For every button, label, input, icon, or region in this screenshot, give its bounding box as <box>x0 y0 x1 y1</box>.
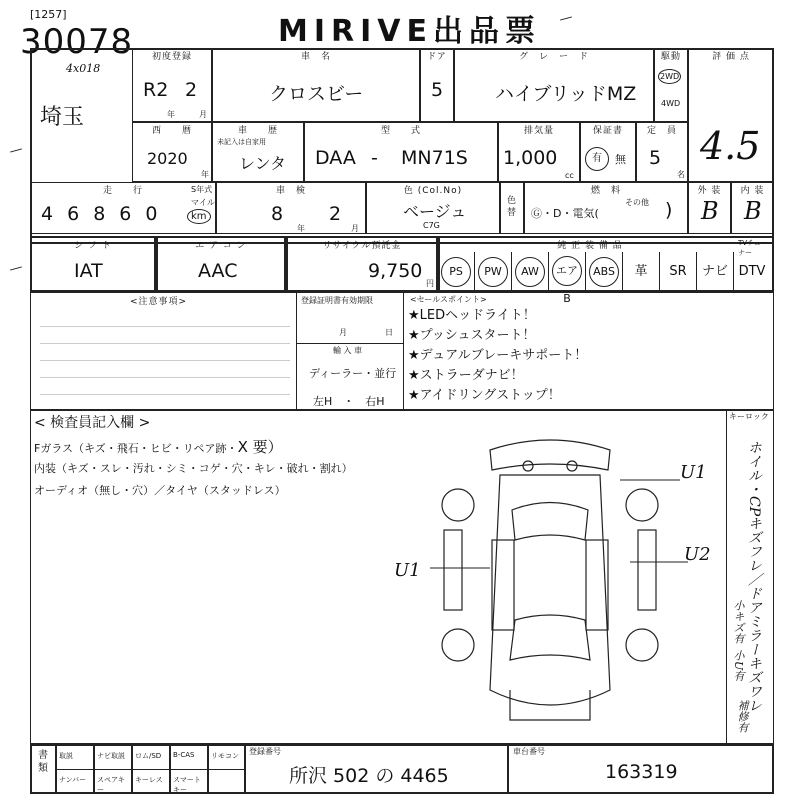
fuel-other: その他 <box>625 198 649 207</box>
keyrock-label: キーロック <box>729 412 769 421</box>
equipment-item: ナビ <box>701 264 728 279</box>
grade-label: グ レ ー ド <box>518 52 589 62</box>
doc-label-top: リモコン <box>211 752 239 760</box>
history-label: 車 歴 <box>237 126 278 136</box>
inspector-title: < 検査員記入欄 > <box>34 415 151 431</box>
yen-unit: 円 <box>426 279 434 288</box>
equipment-item: SR <box>669 264 687 279</box>
doc-column <box>132 744 170 794</box>
side-note-small-1: 小キズ有 <box>732 600 745 644</box>
sales-point: ★ストラーダナビ！ <box>408 368 524 383</box>
equipment-divider <box>585 252 586 290</box>
history-cell <box>212 122 304 182</box>
car-name-cell <box>212 48 420 122</box>
fglass-text: Fガラス（キズ・飛石・ヒビ・リペア跡・ <box>34 442 238 455</box>
equipment-item: PS <box>440 256 472 288</box>
side-note-repair: 補修有 <box>736 700 749 733</box>
doors-value: 5 <box>431 79 444 101</box>
doc-column <box>170 744 208 794</box>
equipment-divider <box>548 252 549 290</box>
capacity-value: 5 <box>649 147 662 169</box>
dealer-label: ディーラー・並行 <box>309 367 397 380</box>
lot-handwritten: 4x018 <box>66 62 101 75</box>
recycle-cell <box>286 236 438 292</box>
interior-grade: B <box>744 197 762 225</box>
inspection-month: 2 <box>329 203 342 225</box>
color-value: ベージュ <box>403 202 467 221</box>
wheel-front-right <box>626 629 658 661</box>
recycle-label: リサイクル預託金 <box>322 241 402 251</box>
reg-month-unit: 月 <box>339 328 347 337</box>
model-cell <box>304 122 498 182</box>
reg-import-box <box>296 292 404 410</box>
car-name-label: 車 名 <box>300 52 331 62</box>
first-reg-era: R2 <box>143 79 169 101</box>
fuel-label: 燃 料 <box>590 186 621 196</box>
warranty-label: 保証書 <box>592 126 623 136</box>
equipment-divider <box>733 252 734 290</box>
ac-cell <box>156 236 286 292</box>
warranty-yes: 有 <box>585 147 609 171</box>
color-code: C7G <box>423 221 440 230</box>
equipment-divider <box>659 252 660 290</box>
warranty-no: 無 <box>615 153 626 166</box>
model-code: MN71S <box>401 147 468 169</box>
doc-label-bottom: ナンバー <box>59 776 87 784</box>
color-label: 色 (Col.No) <box>403 186 463 196</box>
doc-column <box>56 744 94 794</box>
plate-number: 所沢 502 の 4465 <box>289 765 449 787</box>
western-label: 西 暦 <box>151 126 192 136</box>
drive-label: 駆動 <box>660 52 681 62</box>
inspector-line-3: オーディオ（無し・穴）／タイヤ（スタッドレス） <box>34 484 286 497</box>
doc-label-top: ナビ取説 <box>97 752 125 760</box>
vin-label: 車台番号 <box>513 747 545 756</box>
import-label: 輸 入 車 <box>333 346 363 355</box>
rating-label: 評 価 点 <box>712 52 750 62</box>
sales-point: ★アイドリングストップ！ <box>408 388 561 403</box>
doc-label-bottom: スペアキー <box>97 776 125 794</box>
western-year-cell <box>132 122 212 182</box>
margin-tick <box>10 148 22 152</box>
plate-cell <box>244 744 508 794</box>
doors-label: ドア <box>427 52 447 62</box>
mileage-digits: 46860 <box>41 203 172 225</box>
rear-bumper-shape <box>490 440 610 470</box>
docs-cell <box>30 744 56 794</box>
sales-point: ★プッシュスタート！ <box>408 328 536 343</box>
s-year-label: S年式 <box>191 185 213 194</box>
grade-value: ハイブリッドMZ <box>495 83 637 105</box>
equipment-divider <box>511 252 512 290</box>
equipment-item: AW <box>514 256 546 288</box>
damage-mark: U1 <box>394 560 421 581</box>
model-dash: - <box>371 147 378 169</box>
inspector-line-2: 内装（キズ・スレ・汚れ・シミ・コゲ・穴・キレ・破れ・割れ） <box>34 462 353 475</box>
equipment-item: エアB <box>551 256 583 288</box>
western-year-unit: 年 <box>201 170 209 179</box>
first-reg-month-unit: 月 <box>199 110 207 119</box>
reg-expiry-label: 登録証明書有効期限 <box>301 296 373 305</box>
unit-mile: マイル <box>191 198 215 207</box>
recycle-value: 9,750 <box>368 260 423 282</box>
shift-label: シ フ ト <box>74 241 112 251</box>
inspection-year: 8 <box>271 203 284 225</box>
inspection-year-unit: 年 <box>297 224 305 233</box>
equipment-item: DTV <box>738 264 766 279</box>
sales-points-label: <セールスポイント> <box>410 295 487 304</box>
first-reg-month: 2 <box>185 79 198 101</box>
shift-cell <box>30 236 156 292</box>
first-reg-label: 初度登録 <box>151 52 192 62</box>
exterior-grade: B <box>701 197 719 225</box>
mileage-cell <box>30 182 216 234</box>
cc-unit: cc <box>565 171 574 180</box>
region-label: 埼玉 <box>40 105 85 130</box>
equipment-item: 革 <box>634 264 648 279</box>
interior-cell <box>731 182 774 234</box>
equipment-item: PW <box>477 256 509 288</box>
equipment-divider <box>696 252 697 290</box>
displacement-value: 1,000 <box>503 147 558 169</box>
reg-day-unit: 日 <box>385 328 393 337</box>
exterior-label: 外 装 <box>697 186 722 196</box>
drive-cell <box>654 48 688 122</box>
docs-label: 書類 <box>38 750 48 774</box>
capacity-label: 定 員 <box>646 126 677 136</box>
fuel-cell <box>524 182 688 234</box>
form-title: MIRIVE出品票 <box>278 14 541 49</box>
margin-tick <box>10 266 22 270</box>
equipment-item: ABS <box>588 256 620 288</box>
doc-label-bottom: スマートキー <box>173 776 201 794</box>
unit-km: km <box>187 209 211 224</box>
western-year: 2020 <box>147 149 188 168</box>
lot-code: [1257] <box>30 8 67 21</box>
side-note-text: ホイル・CPキズフレ／ドアミラーキズワレ <box>746 440 762 713</box>
ac-label: エ ア コ ン <box>195 241 247 251</box>
sales-points-list <box>408 306 587 406</box>
side-note-small-2: 小U有 <box>732 650 745 682</box>
color-cell <box>366 182 500 234</box>
doc-label-bottom: キーレス <box>135 776 163 784</box>
lot-number: 30078 <box>20 22 134 62</box>
ac-value: AAC <box>198 260 238 282</box>
exterior-cell <box>688 182 731 234</box>
equipment-divider <box>474 252 475 290</box>
color-change-cell <box>500 182 524 234</box>
fuel-close: ) <box>665 199 673 221</box>
inspector-line-1 <box>34 436 283 457</box>
capacity-cell <box>636 122 688 182</box>
warranty-cell <box>580 122 636 182</box>
interior-label: 内 装 <box>740 186 765 196</box>
displacement-label: 排気量 <box>523 126 554 136</box>
drive-4wd: 4WD <box>661 99 681 108</box>
model-label: 型 式 <box>380 126 421 136</box>
history-note: 未記入は自家用 <box>217 138 266 146</box>
grade-cell <box>454 48 654 122</box>
history-value: レンタ <box>239 154 286 173</box>
handle-label: 左H ・ 右H <box>313 395 385 408</box>
equipment-divider <box>622 252 623 290</box>
caution-lines <box>40 310 290 400</box>
displacement-cell <box>498 122 580 182</box>
first-reg-year-unit: 年 <box>167 110 175 119</box>
doors-cell <box>420 48 454 122</box>
damage-mark: U2 <box>684 544 711 565</box>
sales-point: ★デュアルブレーキサポート！ <box>408 348 588 363</box>
windshield <box>510 615 590 660</box>
margin-tick <box>560 16 572 20</box>
doc-label-top: B-CAS <box>173 751 195 759</box>
inspection-month-unit: 月 <box>351 224 359 233</box>
sales-point: ★LEDヘッドライト！ <box>408 308 536 323</box>
first-reg-cell <box>132 48 212 122</box>
rating-value: 4.5 <box>700 124 761 168</box>
doc-label-top: ロム/SD <box>135 752 162 760</box>
caution-label: <注意事項> <box>130 297 188 307</box>
color-change-label: 色替 <box>507 196 517 218</box>
inspection-label: 車 検 <box>275 186 306 196</box>
tv-tuner-label: TVチューナー <box>738 239 768 257</box>
plate-label: 登録番号 <box>249 747 281 756</box>
capacity-unit: 名 <box>677 170 685 179</box>
vin-number: 163319 <box>605 761 678 783</box>
fglass-mark: X 要） <box>237 438 283 456</box>
shift-value: IAT <box>74 260 103 282</box>
damage-mark: U1 <box>680 462 707 483</box>
doc-column <box>208 744 246 794</box>
damage-pointer-lines <box>430 470 690 590</box>
fuel-options: Ⓖ・D・電気( <box>531 207 599 220</box>
equipment-label: 純 正 装 備 品 <box>557 241 623 251</box>
mileage-label: 走 行 <box>102 186 143 196</box>
inspection-cell <box>216 182 366 234</box>
drive-2wd: 2WD <box>658 69 681 84</box>
doc-label-top: 取説 <box>59 752 73 760</box>
wheel-front-left <box>442 629 474 661</box>
car-name: クロスビー <box>269 83 364 105</box>
vin-cell <box>508 744 774 794</box>
model-prefix: DAA <box>315 147 356 169</box>
doc-column <box>94 744 132 794</box>
